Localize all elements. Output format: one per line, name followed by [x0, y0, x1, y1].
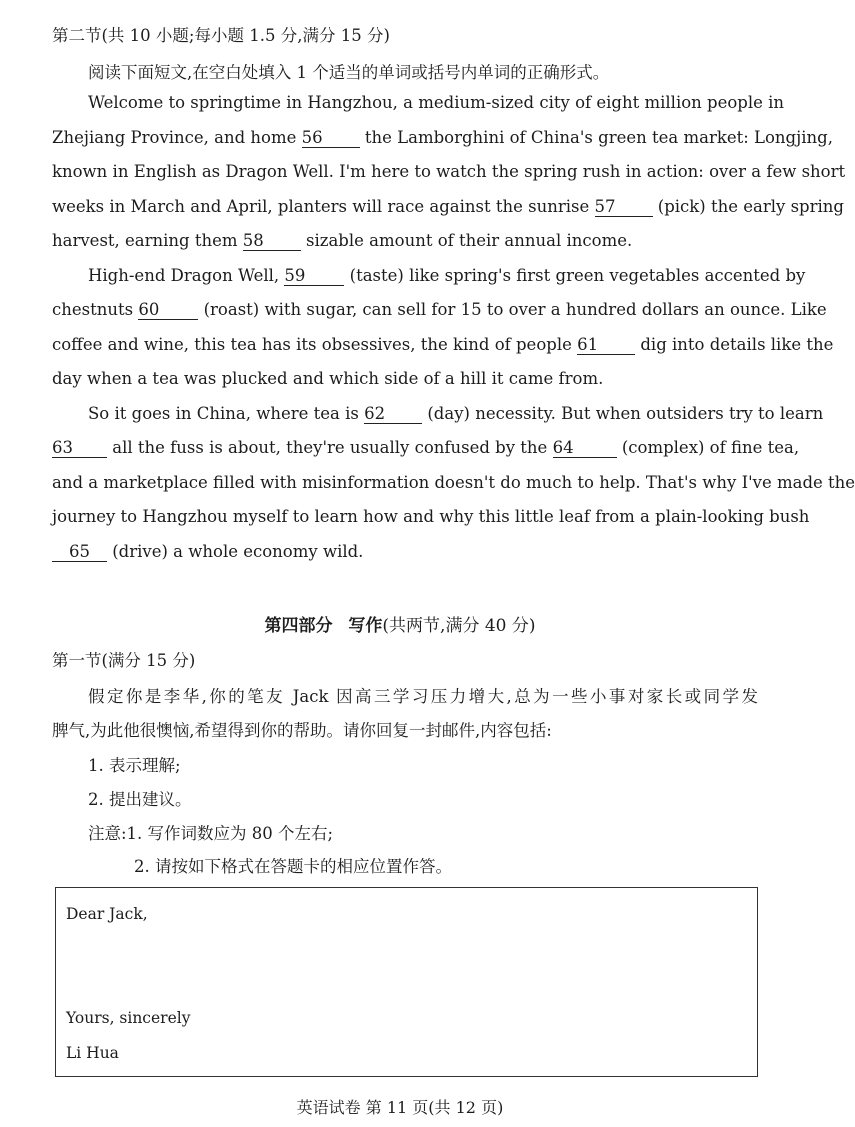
letter-format-box	[55, 887, 758, 1077]
part-title: 第四部分 写作(共两节,满分 40 分)	[264, 616, 536, 636]
note-item: 注意:1. 写作词数应为 80 个左右;	[88, 824, 334, 843]
blank-56[interactable]: 56	[302, 129, 360, 148]
passage-line: known in English as Dragon Well. I'm here to watch the spring rush in action: over a few short	[52, 162, 846, 181]
requirement-item: 1. 表示理解;	[88, 756, 181, 775]
letter-greeting: Dear Jack,	[66, 905, 148, 923]
blank-60[interactable]: 60	[138, 301, 198, 320]
passage-line: journey to Hangzhou myself to learn how and why this little leaf from a plain-looking bush	[52, 507, 810, 526]
page-footer: 英语试卷 第 11 页(共 12 页)	[296, 1098, 504, 1117]
section-instruction: 阅读下面短文,在空白处填入 1 个适当的单词或括号内单词的正确形式。	[88, 63, 610, 82]
blank-63[interactable]: 63	[52, 439, 107, 458]
requirement-item: 2. 提出建议。	[88, 790, 192, 809]
blank-64[interactable]: 64	[553, 439, 617, 458]
blank-59[interactable]: 59	[284, 267, 344, 286]
passage-line: coffee and wine, this tea has its obsessives, the kind of people 61 dig into details like the	[52, 335, 834, 354]
passage-line: High-end Dragon Well, 59 (taste) like spring's first green vegetables accented by	[88, 266, 806, 285]
writing-prompt: 假定你是李华,你的笔友 Jack 因高三学习压力增大,总为一些小事对家长或同学发	[88, 687, 758, 706]
blank-61[interactable]: 61	[577, 336, 635, 355]
passage-line: So it goes in China, where tea is 62 (day) necessity. But when outsiders try to learn	[88, 404, 824, 423]
passage-line: 65 (drive) a whole economy wild.	[52, 542, 363, 562]
passage-line: weeks in March and April, planters will race against the sunrise 57 (pick) the early spring	[52, 197, 844, 216]
passage-line: Zhejiang Province, and home 56 the Lamborghini of China's green tea market: Longjing,	[52, 128, 833, 147]
subsection-heading: 第一节(满分 15 分)	[52, 651, 196, 670]
blank-57[interactable]: 57	[595, 198, 653, 217]
blank-62[interactable]: 62	[364, 405, 422, 424]
passage-line: 63 all the fuss is about, they're usually confused by the 64 (complex) of fine tea,	[52, 438, 800, 457]
passage-line: chestnuts 60 (roast) with sugar, can sell for 15 to over a hundred dollars an ounce. Like	[52, 300, 827, 319]
passage-line: harvest, earning them 58 sizable amount of their annual income.	[52, 231, 633, 250]
writing-prompt: 脾气,为此他很懊恼,希望得到你的帮助。请你回复一封邮件,内容包括:	[52, 721, 552, 740]
letter-closing: Yours, sincerely	[66, 1009, 191, 1027]
passage-line: day when a tea was plucked and which side of a hill it came from.	[52, 369, 604, 388]
letter-signature: Li Hua	[66, 1044, 119, 1062]
section-heading: 第二节(共 10 小题;每小题 1.5 分,满分 15 分)	[52, 26, 390, 45]
passage-line: and a marketplace filled with misinformation doesn't do much to help. That's why I've made the	[52, 473, 855, 492]
blank-65[interactable]: 65	[52, 543, 107, 562]
blank-58[interactable]: 58	[243, 232, 301, 251]
note-item: 2. 请按如下格式在答题卡的相应位置作答。	[134, 857, 452, 876]
passage-line: Welcome to springtime in Hangzhou, a medium-sized city of eight million people in	[88, 93, 785, 112]
